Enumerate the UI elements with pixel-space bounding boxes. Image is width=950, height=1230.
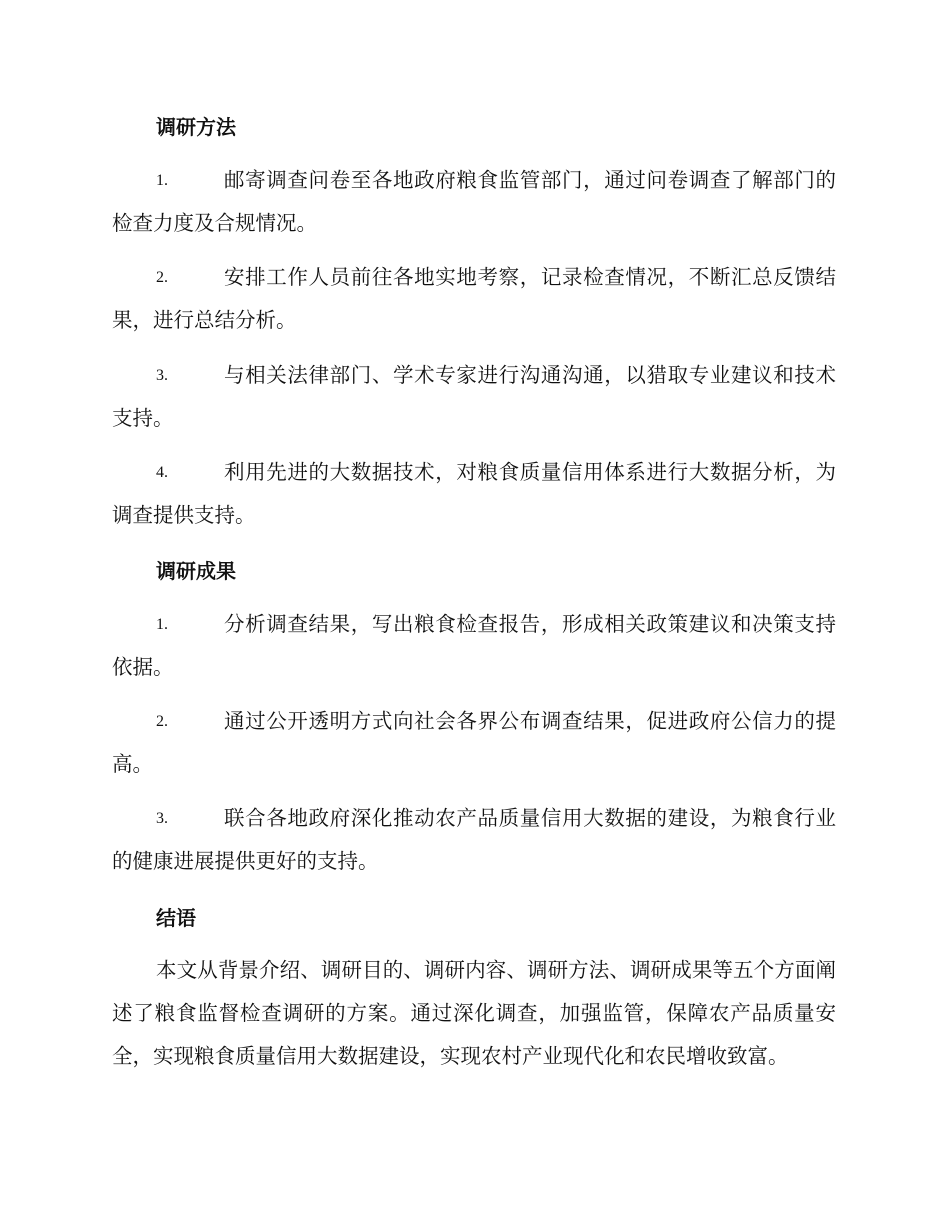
list-number: 2. bbox=[156, 713, 168, 730]
list-item-text: 安排工作人员前往各地实地考察，记录检查情况，不断汇总反馈结果，进行总结分析。 bbox=[112, 265, 836, 332]
results-item-1 bbox=[112, 603, 836, 689]
results-item-3 bbox=[112, 797, 836, 883]
methods-item-4 bbox=[112, 451, 836, 537]
section-heading-methods: 调研方法 bbox=[156, 115, 236, 139]
list-number: 1. bbox=[156, 172, 168, 189]
list-number: 4. bbox=[156, 464, 168, 481]
list-item-text: 通过公开透明方式向社会各界公布调查结果，促进政府公信力的提高。 bbox=[112, 709, 836, 776]
section-heading-results: 调研成果 bbox=[156, 559, 236, 583]
methods-item-3 bbox=[112, 354, 836, 440]
results-item-2 bbox=[112, 700, 836, 786]
list-item-text: 分析调查结果，写出粮食检查报告，形成相关政策建议和决策支持依据。 bbox=[112, 612, 836, 679]
list-item-text: 联合各地政府深化推动农产品质量信用大数据的建设，为粮食行业的健康进展提供更好的支持。 bbox=[112, 806, 836, 873]
conclusion-paragraph: 本文从背景介绍、调研目的、调研内容、调研方法、调研成果等五个方面阐述了粮食监督检查调研的方案。通过深化调查，加强监管，保障农产品质量安全，实现粮食质量信用大数据建设，实现农村产业现代化和农民增收致富。 bbox=[112, 958, 836, 1068]
list-number: 3. bbox=[156, 367, 168, 384]
list-number: 2. bbox=[156, 269, 168, 286]
list-number: 3. bbox=[156, 810, 168, 827]
list-item-text: 邮寄调查问卷至各地政府粮食监管部门，通过问卷调查了解部门的检查力度及合规情况。 bbox=[112, 168, 836, 235]
list-item-text: 利用先进的大数据技术，对粮食质量信用体系进行大数据分析，为调查提供支持。 bbox=[112, 460, 836, 527]
list-item-text: 与相关法律部门、学术专家进行沟通沟通，以猎取专业建议和技术支持。 bbox=[112, 363, 836, 430]
methods-item-1 bbox=[112, 159, 836, 245]
section-heading-conclusion: 结语 bbox=[156, 906, 196, 930]
list-number: 1. bbox=[156, 616, 168, 633]
methods-item-2 bbox=[112, 256, 836, 342]
